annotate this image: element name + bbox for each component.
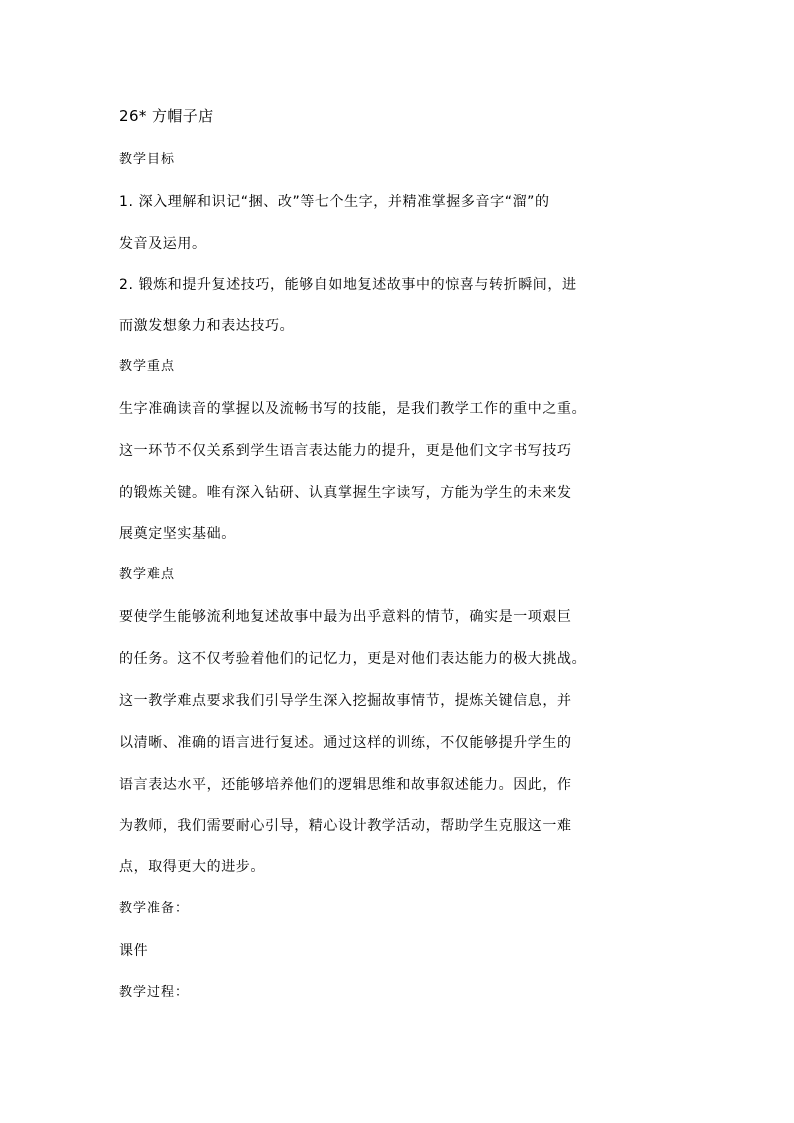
- preparation-item: 课件: [119, 943, 149, 959]
- key-points-line: 的锻炼关键。唯有深入钻研、认真掌握生字读写，方能为学生的未来发: [119, 485, 572, 501]
- difficulty-line: 语言表达水平，还能够培养他们的逻辑思维和故事叙述能力。因此，作: [119, 777, 572, 793]
- difficulty-heading: 教学难点: [119, 567, 176, 582]
- goals-line-1: 1. 深入理解和识记“捆、改”等七个生字，并精准掌握多音字“溜”的: [119, 194, 550, 210]
- key-points-heading: 教学重点: [119, 359, 176, 374]
- difficulty-line: 点，取得更大的进步。: [119, 859, 265, 875]
- difficulty-line: 为教师，我们需要耐心引导，精心设计教学活动，帮助学生克服这一难: [119, 818, 572, 834]
- key-points-line: 生字准确读音的掌握以及流畅书写的技能，是我们教学工作的重中之重。: [119, 401, 587, 417]
- key-points-line: 展奠定坚实基础。: [119, 526, 236, 542]
- goals-line-4: 而激发想象力和表达技巧。: [119, 318, 295, 334]
- goals-line-3: 2. 锻炼和提升复述技巧，能够自如地复述故事中的惊喜与转折瞬间，进: [119, 277, 577, 293]
- key-points-line: 这一环节不仅关系到学生语言表达能力的提升，更是他们文字书写技巧: [119, 443, 572, 459]
- goals-line-2: 发音及运用。: [119, 236, 207, 252]
- difficulty-line: 这一教学难点要求我们引导学生深入挖掘故事情节，提炼关键信息，并: [119, 693, 572, 709]
- difficulty-line: 的任务。这不仅考验着他们的记忆力，更是对他们表达能力的极大挑战。: [119, 651, 587, 667]
- difficulty-line: 以清晰、准确的语言进行复述。通过这样的训练，不仅能够提升学生的: [119, 735, 572, 751]
- document-title: 26* 方帽子店: [119, 107, 214, 125]
- preparation-heading: 教学准备：: [119, 901, 190, 916]
- difficulty-line: 要使学生能够流利地复述故事中最为出乎意料的情节，确实是一项艰巨: [119, 609, 572, 625]
- goals-heading: 教学目标: [119, 152, 176, 167]
- process-heading: 教学过程：: [119, 985, 190, 1000]
